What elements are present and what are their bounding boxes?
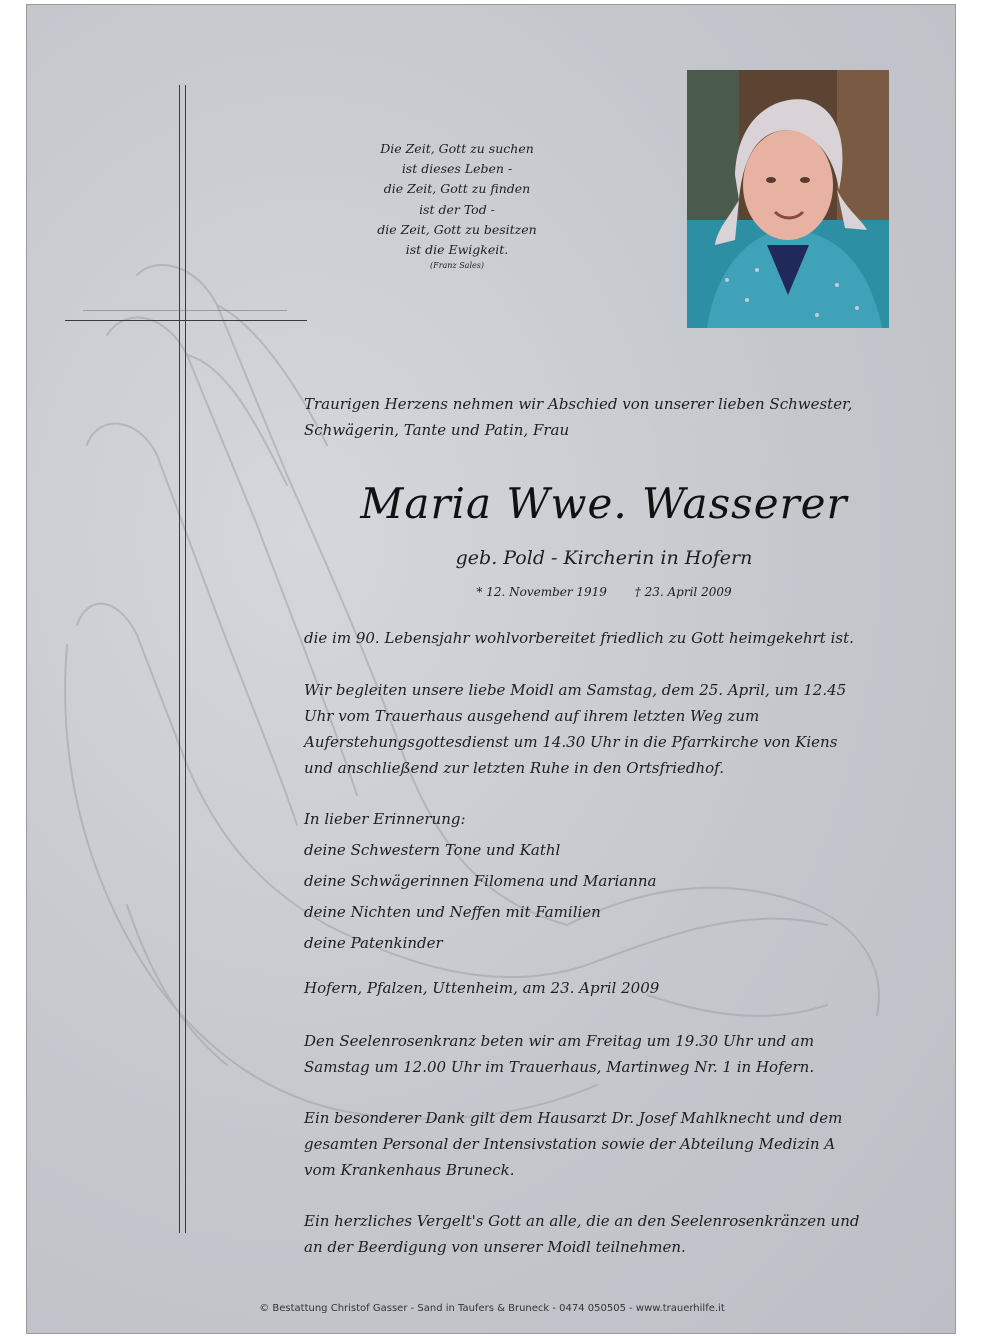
- quote-block: [357, 139, 557, 272]
- quote-line: Die Zeit, Gott zu suchen: [380, 141, 534, 156]
- quote-line: die Zeit, Gott zu besitzen: [377, 221, 537, 237]
- cross-vertical-line-right: [185, 85, 186, 1233]
- quote-line: ist dieses Leben -: [401, 161, 513, 177]
- final-line: Ein herzliches Vergelt's Gott an alle, die an den Seelenrosenkränzen und: [304, 1212, 860, 1230]
- place-date: Hofern, Pfalzen, Uttenheim, am 23. April 2009: [304, 979, 660, 997]
- final-thanks: [304, 1208, 904, 1260]
- funeral-line: Uhr vom Trauerhaus ausgehend auf ihrem letzten Weg zum: [304, 707, 760, 725]
- thanks-line: vom Krankenhaus Bruneck.: [304, 1161, 515, 1179]
- funeral-line: Auferstehungsgottesdienst um 14.30 Uhr in die Pfarrkirche von Kiens: [304, 733, 838, 751]
- intro-line: Traurigen Herzens nehmen wir Abschied von unserer lieben Schwester,: [304, 395, 853, 413]
- thanks-line: gesamten Personal der Intensivstation sowie der Abteilung Medizin A: [304, 1135, 836, 1153]
- mourner-item: deine Patenkinder: [304, 934, 443, 952]
- quote-line: ist die Ewigkeit.: [405, 242, 509, 258]
- cross-horizontal-shadow-line: [83, 310, 287, 311]
- thanks-text: [304, 1105, 904, 1183]
- footer-credit: © Bestattung Christof Gasser - Sand in Taufers & Bruneck - 0474 050505 - www.trauerhilfe.it: [259, 1303, 725, 1314]
- death-date: † 23. April 2009: [634, 585, 732, 599]
- deceased-name: Maria Wwe. Wasserer: [360, 479, 848, 528]
- quote-line: ist der Tod -: [419, 201, 495, 217]
- mourners-list: [304, 804, 904, 959]
- obituary-card: [26, 4, 956, 1334]
- life-dates: [304, 583, 904, 601]
- mourner-item: deine Nichten und Neffen mit Familien: [304, 903, 601, 921]
- passing-text: die im 90. Lebensjahr wohlvorbereitet friedlich zu Gott heimgekehrt ist.: [304, 629, 854, 647]
- mourner-item: deine Schwägerinnen Filomena und Marianna: [304, 872, 657, 890]
- cross-vertical-line-left: [179, 85, 180, 1233]
- portrait-photo: [687, 70, 889, 328]
- funeral-line: Wir begleiten unsere liebe Moidl am Samstag, dem 25. April, um 12.45: [304, 681, 847, 699]
- birth-date: * 12. November 1919: [476, 585, 607, 599]
- mourner-item: deine Schwestern Tone und Kathl: [304, 841, 561, 859]
- rosary-line: Samstag um 12.00 Uhr im Trauerhaus, Martinweg Nr. 1 in Hofern.: [304, 1058, 815, 1076]
- quote-author: (Franz Sales): [430, 261, 484, 271]
- rosary-line: Den Seelenrosenkranz beten wir am Freitag um 19.30 Uhr und am: [304, 1032, 815, 1050]
- intro-line: Schwägerin, Tante und Patin, Frau: [304, 421, 570, 439]
- funeral-info: [304, 677, 904, 781]
- final-line: an der Beerdigung von unserer Moidl teilnehmen.: [304, 1238, 686, 1256]
- intro-text: [304, 391, 904, 443]
- cross-horizontal-line: [65, 320, 307, 321]
- mourners-heading: In lieber Erinnerung:: [304, 810, 466, 828]
- rosary-info: [304, 1028, 904, 1080]
- funeral-line: und anschließend zur letzten Ruhe in den Ortsfriedhof.: [304, 759, 724, 777]
- birth-name: geb. Pold - Kircherin in Hofern: [455, 547, 753, 569]
- thanks-line: Ein besonderer Dank gilt dem Hausarzt Dr. Josef Mahlknecht und dem: [304, 1109, 843, 1127]
- quote-line: die Zeit, Gott zu finden: [383, 181, 531, 197]
